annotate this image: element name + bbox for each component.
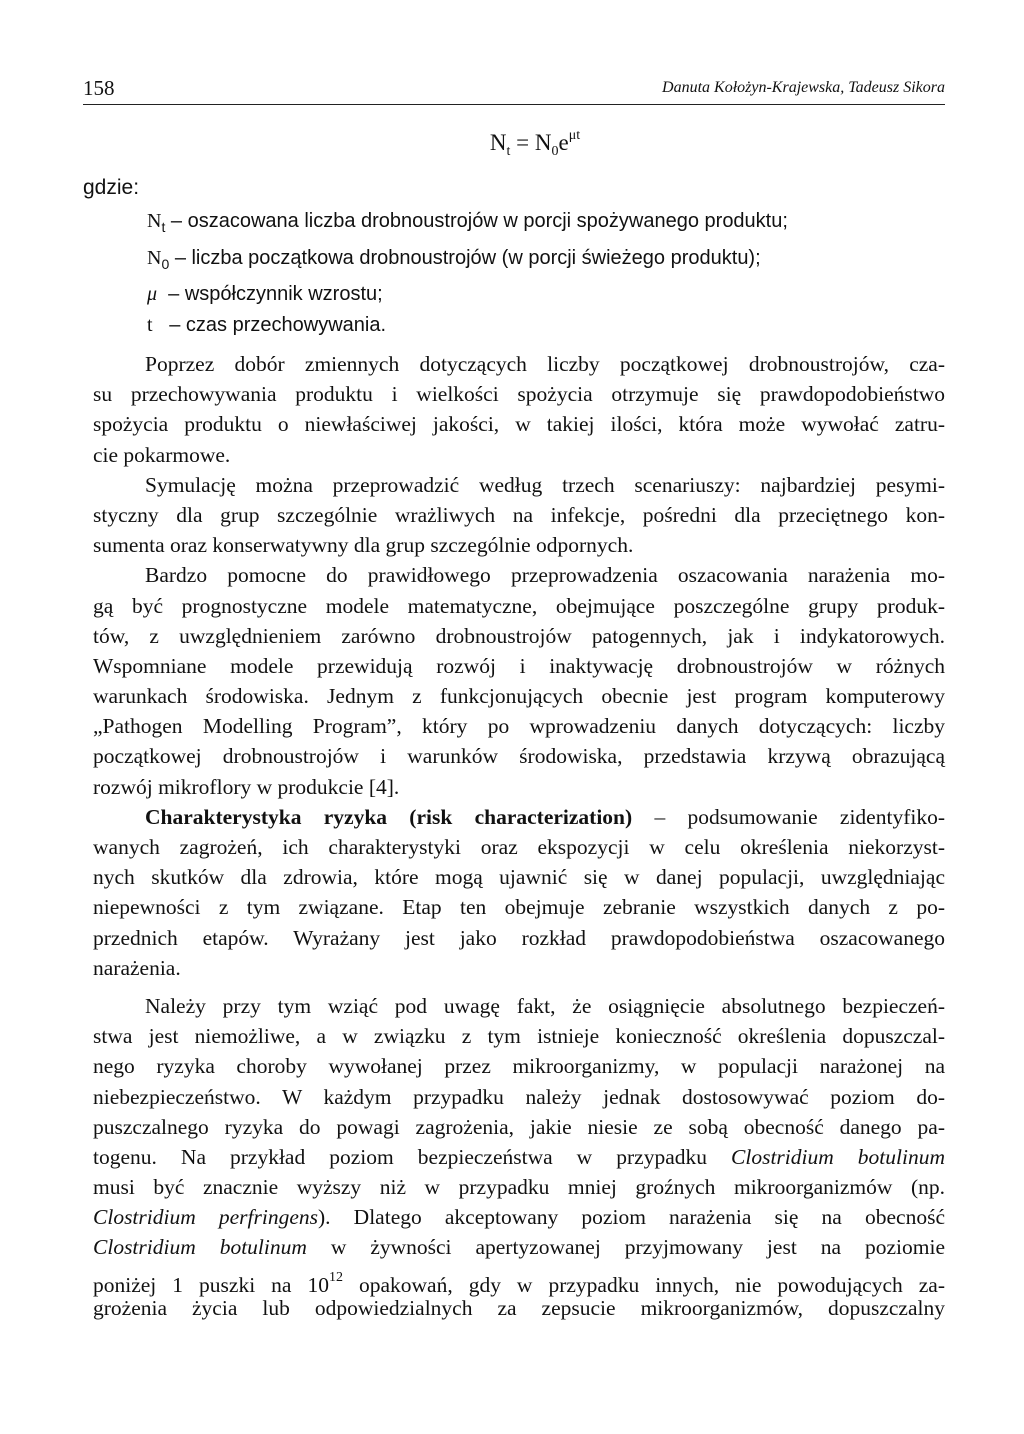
- text-line: Wspomniane modele przewidują rozwój i inaktywację drobnoustrojów w różnych: [93, 653, 945, 678]
- formula-eq: = N: [510, 130, 552, 155]
- where-label: gdzie:: [83, 176, 140, 199]
- text-line: przednich etapów. Wyrażany jest jako rozkład prawdopodobieństwa oszacowanego: [93, 925, 945, 950]
- text-line: nych skutków dla zdrowia, które mogą ujawnić się w danej populacji, uwzględniając: [93, 865, 945, 890]
- text-line: gą być prognostyczne modele matematyczne, obejmujące poszczególne grupy produk-: [93, 593, 945, 618]
- text-line: styczny dla grup szczególnie wrażliwych na infekcje, pośredni dla przeciętnego kon-: [93, 502, 945, 527]
- growth-formula: [0, 128, 1024, 160]
- text-line: puszczalnego ryzyka do powagi zagrożenia, jakie niesie ze sobą obecność danego pa-: [93, 1114, 945, 1139]
- page-header: [83, 76, 945, 105]
- text-line: stwa jest niemożliwe, a w związku z tym istnieje konieczność określenia dopuszczal-: [93, 1024, 945, 1049]
- formula-lhs: N: [489, 130, 507, 155]
- text-line: cie pokarmowe.: [93, 442, 231, 467]
- term-heading: Charakterystyka ryzyka (risk characterization): [145, 804, 633, 829]
- text-line: tów, z uwzględnieniem zarówno drobnoustrojów patogennych, jak i indykatorowych.: [93, 623, 945, 648]
- definition-row: $N_0$ – liczba początkowa drobnoustrojów (w porcji świeżego produktu);: [147, 246, 761, 272]
- text-line: niebezpieczeństwo. W każdym przypadku należy jednak dostosowywać poziom do-: [93, 1084, 945, 1109]
- variable-definitions: [147, 206, 788, 340]
- formula-lhs-sub: t: [506, 144, 511, 159]
- text-line: Clostridium botulinum w żywności apertyzowanej przyjmowany jest na poziomie: [93, 1235, 945, 1260]
- text-line: Bardzo pomocne do prawidłowego przeprowadzenia oszacowania narażenia mo-: [145, 563, 945, 588]
- organism-name: Clostridium botulinum: [731, 1144, 945, 1169]
- organism-name: Clostridium perfringens: [93, 1205, 319, 1230]
- definition-row: t – czas przechowywania.: [147, 313, 387, 336]
- body-text: [93, 349, 945, 1323]
- organism-name: Clostridium botulinum: [93, 1235, 307, 1260]
- definition-row: μ – współczynnik wzrostu;: [147, 283, 383, 305]
- text-line: niepewności z tym związane. Etap ten obejmuje zebranie wszystkich danych z po-: [93, 895, 945, 920]
- text-line: Clostridium perfringens). Dlatego akceptowany poziom narażenia się na obecność: [93, 1205, 945, 1230]
- running-head-authors: Danuta Kołożyn-Krajewska, Tadeusz Sikora: [662, 79, 945, 96]
- page-number: 158: [83, 76, 115, 100]
- text-line: wanych zagrożeń, ich charakterystyki oraz ekspozycji w celu określenia niekorzyst-: [93, 835, 945, 859]
- text-line: Symulację można przeprowadzić według trzech scenariuszy: najbardziej pesymi-: [145, 472, 945, 497]
- text-line: „Pathogen Modelling Program”, który po wprowadzeniu danych dotyczących: liczby: [93, 714, 945, 739]
- text-line: togenu. Na przykład poziom bezpieczeństwa w przypadku Clostridium botulinum: [93, 1144, 945, 1169]
- text-line: spożycia produktu o niewłaściwej jakości, w takiej ilości, która może wywołać zatru-: [93, 412, 945, 437]
- definition-row: $N_t$ – oszacowana liczba drobnoustrojów w porcji spożywanego produktu;: [147, 210, 788, 235]
- text-line: poniżej 1 puszki na $10^{12}$ opakowań, gdy w przypadku innych, nie powodujących za-: [93, 1269, 945, 1297]
- text-line: su przechowywania produktu i wielkości spożycia otrzymuje się prawdopodobieństwo: [93, 382, 945, 407]
- text-line: narażenia.: [93, 955, 181, 980]
- formula-exp-base: e: [558, 130, 569, 155]
- formula-exponent: μt: [568, 128, 581, 143]
- text-line: warunkach środowiska. Jednym z funkcjonujących obecnie jest program komputerowy: [93, 684, 945, 709]
- text-line: Poprzez dobór zmiennych dotyczących liczby początkowej drobnoustrojów, cza-: [145, 352, 945, 376]
- text-line: rozwój mikroflory w produkcie [4].: [93, 774, 400, 799]
- text-line: początkowej drobnoustrojów i warunków środowiska, przedstawia krzywą obrazującą: [93, 744, 945, 769]
- text-line: sumenta oraz konserwatywny dla grup szczególnie odpornych.: [93, 533, 634, 558]
- text-line: Charakterystyka ryzyka (risk characterization) – podsumowanie zidentyfiko-: [145, 804, 945, 829]
- formula-rhs-sub: 0: [551, 144, 559, 159]
- text-line: nego ryzyka choroby wywołanej przez mikroorganizmy, w populacji narażonej na: [93, 1054, 945, 1079]
- text-line: musi być znacznie wyższy niż w przypadku mniej groźnych mikroorganizmów (np.: [93, 1175, 945, 1200]
- exponent: 12: [328, 1269, 343, 1285]
- text-line: Należy przy tym wziąć pod uwagę fakt, że osiągnięcie absolutnego bezpieczeń-: [145, 993, 945, 1018]
- text-line: grożenia życia lub odpowiedzialnych za zepsucie mikroorganizmów, dopuszczalny: [93, 1295, 945, 1320]
